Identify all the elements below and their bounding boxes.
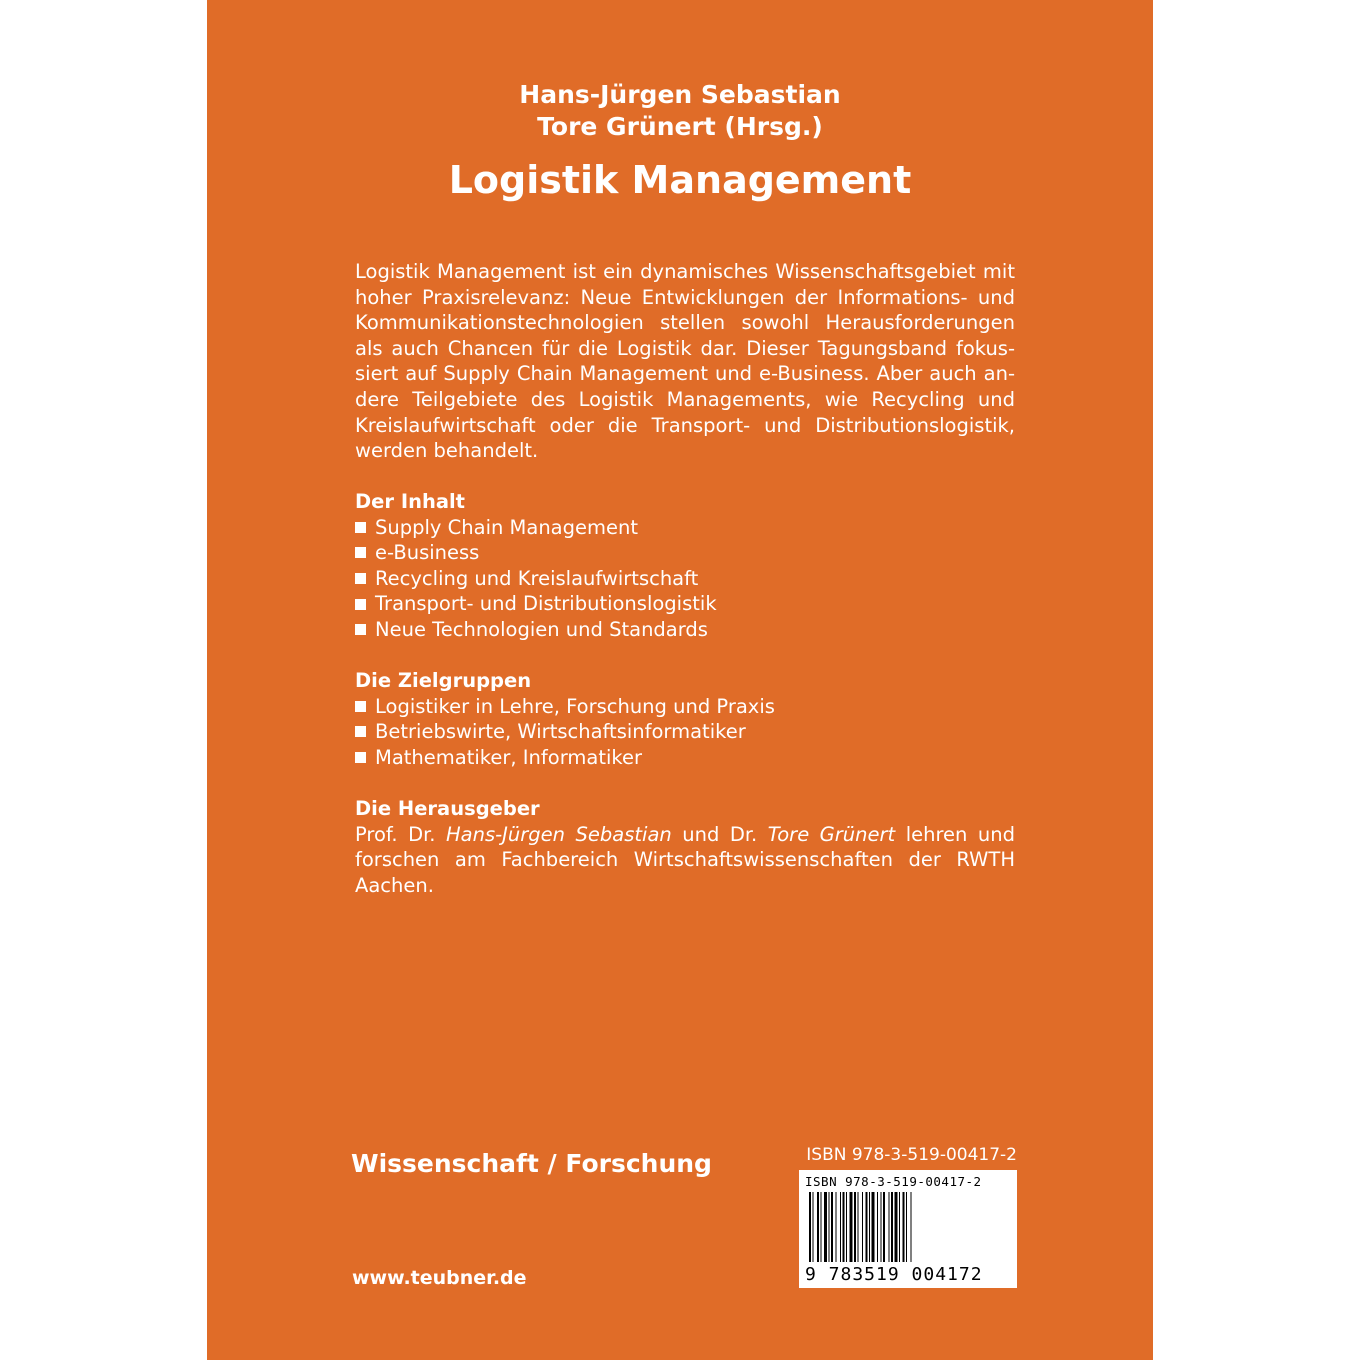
target-groups-section — [355, 668, 1015, 770]
author-primary: Hans-Jürgen Sebastian — [519, 80, 841, 109]
series-label: Wissenschaft / Forschung — [351, 1149, 712, 1178]
editors-heading: Die Herausgeber — [355, 797, 540, 820]
description-line: siert auf Supply Chain Management und e-Business. Aber auch an- — [355, 362, 1015, 386]
square-bullet-icon — [355, 573, 366, 584]
book-back-cover — [207, 0, 1153, 1360]
author-secondary: Tore Grünert (Hrsg.) — [537, 112, 823, 141]
list-item: Betriebswirte, Wirtschaftsinformatiker — [355, 719, 1015, 745]
square-bullet-icon — [355, 547, 366, 558]
square-bullet-icon — [355, 522, 366, 533]
contents-heading: Der Inhalt — [355, 490, 466, 513]
square-bullet-icon — [355, 752, 366, 763]
description-line: als auch Chancen für die Logistik dar. Dieser Tagungsband fokus- — [355, 336, 1015, 360]
barcode-isbn-text: ISBN 978-3-519-00417-2 — [805, 1174, 982, 1189]
contents-section — [355, 489, 1015, 643]
description-line: hoher Praxisrelevanz: Neue Entwicklungen der Informations- und — [355, 285, 1015, 309]
barcode-label — [799, 1170, 1017, 1288]
description-line: werden behandelt. — [355, 439, 539, 463]
list-item: Neue Technologien und Standards — [355, 617, 1015, 643]
editor-name: Tore Grünert — [767, 822, 896, 846]
publisher-url: www.teubner.de — [352, 1267, 527, 1289]
description-line: Kreislaufwirtschaft oder die Transport- und Distributionslogistik, — [355, 413, 1015, 437]
book-title: Logistik Management — [448, 158, 912, 202]
square-bullet-icon — [355, 624, 366, 635]
list-item: Supply Chain Management — [355, 515, 1015, 541]
book-description — [355, 259, 1015, 464]
barcode-icon — [807, 1192, 1009, 1264]
list-item: Mathematiker, Informatiker — [355, 745, 1015, 771]
list-item: Recycling und Kreislaufwirtschaft — [355, 566, 1015, 592]
editors-section — [355, 796, 1015, 898]
square-bullet-icon — [355, 599, 366, 610]
list-item: Transport- und Distributionslogistik — [355, 591, 1015, 617]
barcode-number: 9 783519 004172 — [805, 1264, 983, 1285]
editors-text: Prof. Dr. Hans-Jürgen Sebastian und Dr. Tore Grünert lehren und forschen am Fachbereich Wirtschaftswissenschaften der RWTH Aachen. — [355, 822, 1015, 897]
square-bullet-icon — [355, 701, 366, 712]
list-item: e-Business — [355, 540, 1015, 566]
square-bullet-icon — [355, 726, 366, 737]
description-line: Logistik Management ist ein dynamisches Wissenschaftsgebiet mit — [355, 260, 1015, 283]
description-line: Kommunikationstechnologien stellen sowohl Herausforderungen — [355, 311, 1015, 335]
editor-name: Hans-Jürgen Sebastian — [446, 822, 672, 846]
isbn-label: ISBN 978-3-519-00417-2 — [806, 1145, 1017, 1165]
description-line: dere Teilgebiete des Logistik Managements, wie Recycling und — [355, 387, 1015, 411]
list-item: Logistiker in Lehre, Forschung und Praxis — [355, 694, 1015, 720]
target-groups-heading: Die Zielgruppen — [355, 669, 532, 692]
